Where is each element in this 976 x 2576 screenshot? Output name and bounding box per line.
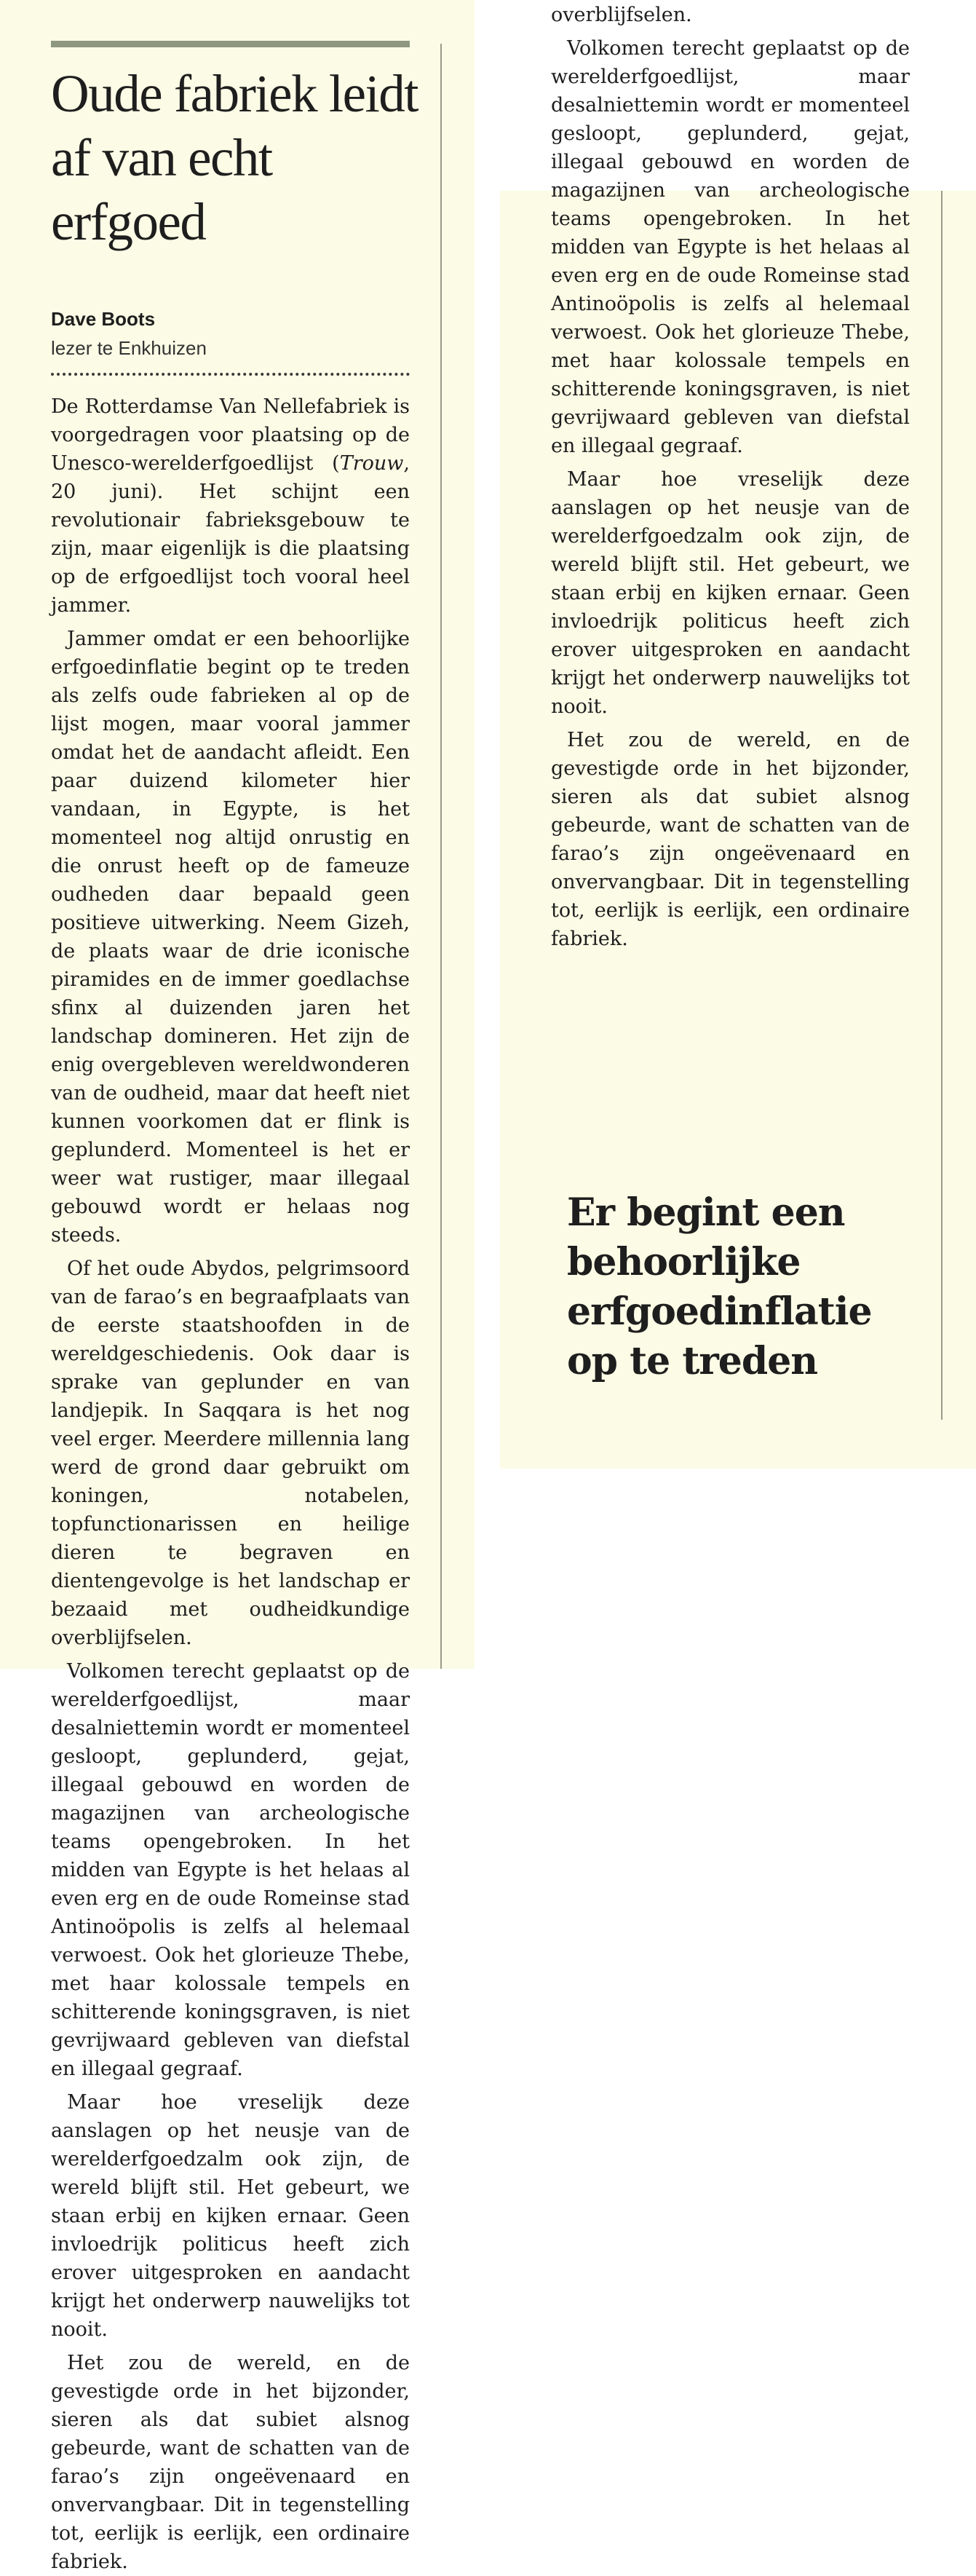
body-paragraph-tail: , 20 juni). Het schijnt een revolutionair fabrieksgebouw te zijn, maar eigenlijk is die plaatsing op de erfgoedlijst toch vooral heel jammer.: [51, 452, 410, 617]
body-paragraph: Volkomen terecht geplaatst op de werelderfgoedlijst, maar desalniettemin wordt er momenteel gesloopt, geplunderd, gejat, illegaal gebouwd en worden de magazijnen van archeologische teams opengebroken. In het midden van Egypte is het helaas al even erg en de oude Romeinse stad Antinoöpolis is zelfs al helemaal verwoest. Ook het glorieuze Thebe, met haar kolossale tempels en schitterende koningsgraven, is niet gevrijwaard gebleven van diefstal en illegaal gegraaf.: [51, 1660, 410, 2080]
body-paragraph: De Rotterdamse Van Nellefabriek is voorgedragen voor plaatsing op de Unesco-werelderfgoedlijst (Trouw, 20 juni). Het schijnt een revolutionair fabrieksgebouw te zijn, maar eigenlijk is die plaatsing op de erfgoedlijst toch vooral heel jammer.: [51, 395, 410, 617]
byline-divider: [51, 373, 410, 376]
newspaper-citation: Trouw: [339, 452, 404, 475]
article-column-left: [0, 0, 475, 2573]
body-text-left: [51, 392, 410, 2576]
body-paragraph: Of het oude Abydos, pelgrimsoord van de farao’s en begraafplaats van de eerste staatshoofden in de wereldgeschiedenis. Ook daar is sprake van geplunder en van landjepik. In Saqqara is het nog veel erger. Meerdere millennia lang werd de grond daar gebruikt om koningen, notabelen, topfunctionarissen en heilige dieren te begraven en dientengevolge is het landschap er bezaaid met oudheidkundige overblijfselen.: [51, 1257, 410, 1649]
body-paragraph: Maar hoe vreselijk deze aanslagen op het neusje van de werelderfgoedzalm ook zijn, de wereld blijft stil. Het gebeurt, we staan erbij en kijken ernaar. Geen invloedrijk politicus heeft zich erover uitgesproken en aandacht krijgt het onderwerp nauwelijks tot nooit.: [51, 2091, 410, 2341]
column-divider: [440, 44, 442, 1669]
body-paragraph: Het zou de wereld, en de gevestigde orde in het bijzonder, sieren als dat subiet alsnog gebeurde, want de schatten van de farao’s zijn ongeëvenaard en onvervangbaar. Dit in tegenstelling tot, eerlijk is eerlijk, een ordinaire fabriek.: [51, 2352, 410, 2573]
body-paragraph: Jammer omdat er een behoorlijke erfgoedinflatie begint op te treden als zelfs oude fabrieken al op de lijst mogen, maar vooral jammer omdat het de aandacht afleidt. Een paar duizend kilometer hier vandaan, in Egypte, is het momenteel nog altijd onrustig en die onrust heeft op de fameuze oudheden daar bepaald geen positieve uitwerking. Neem Gizeh, de plaats waar de drie iconische piramides en de immer goedlachse sfinx al duizenden jaren het landschap domineren. Het zijn de enig overgebleven wereldwonderen van de oudheid, maar dat heeft niet kunnen voorkomen dat er flink is geplunderd. Momenteel is het er weer wat rustiger, maar illegaal gebouwd wordt er helaas nog steeds.: [51, 628, 410, 1246]
author-role: lezer te Enkhuizen: [51, 337, 207, 359]
body-text-right: [551, 0, 910, 953]
article-column-right: [500, 4, 976, 1469]
body-paragraph: Volkomen terecht geplaatst op de werelderfgoedlijst, maar desalniettemin wordt er momenteel gesloopt, geplunderd, gejat, illegaal gebouwd en worden de magazijnen van archeologische teams opengebroken. In het midden van Egypte is het helaas al even erg en de oude Romeinse stad Antinoöpolis is zelfs al helemaal verwoest. Ook het glorieuze Thebe, met haar kolossale tempels en schitterende koningsgraven, is niet gevrijwaard gebleven van diefstal en illegaal gegraaf.: [551, 37, 910, 457]
column-divider-right: [941, 191, 943, 1420]
author-name: Dave Boots: [51, 308, 156, 330]
headline: Oude fabriek leidt af van echt erfgoed: [51, 64, 418, 251]
body-paragraph: Het zou de wereld, en de gevestigde orde in het bijzonder, sieren als dat subiet alsnog gebeurde, want de schatten van de farao’s zijn ongeëvenaard en onvervangbaar. Dit in tegenstelling tot, eerlijk is eerlijk, een ordinaire fabriek.: [551, 729, 910, 950]
pull-quote: Er begint een behoorlijke erfgoedinflatie op te treden: [567, 1190, 872, 1383]
body-paragraph: Maar hoe vreselijk deze aanslagen op het neusje van de werelderfgoedzalm ook zijn, de wereld blijft stil. Het gebeurt, we staan erbij en kijken ernaar. Geen invloedrijk politicus heeft zich erover uitgesproken en aandacht krijgt het onderwerp nauwelijks tot nooit.: [551, 468, 910, 718]
section-rule: [51, 41, 410, 47]
body-paragraph: overblijfselen.: [551, 4, 692, 26]
